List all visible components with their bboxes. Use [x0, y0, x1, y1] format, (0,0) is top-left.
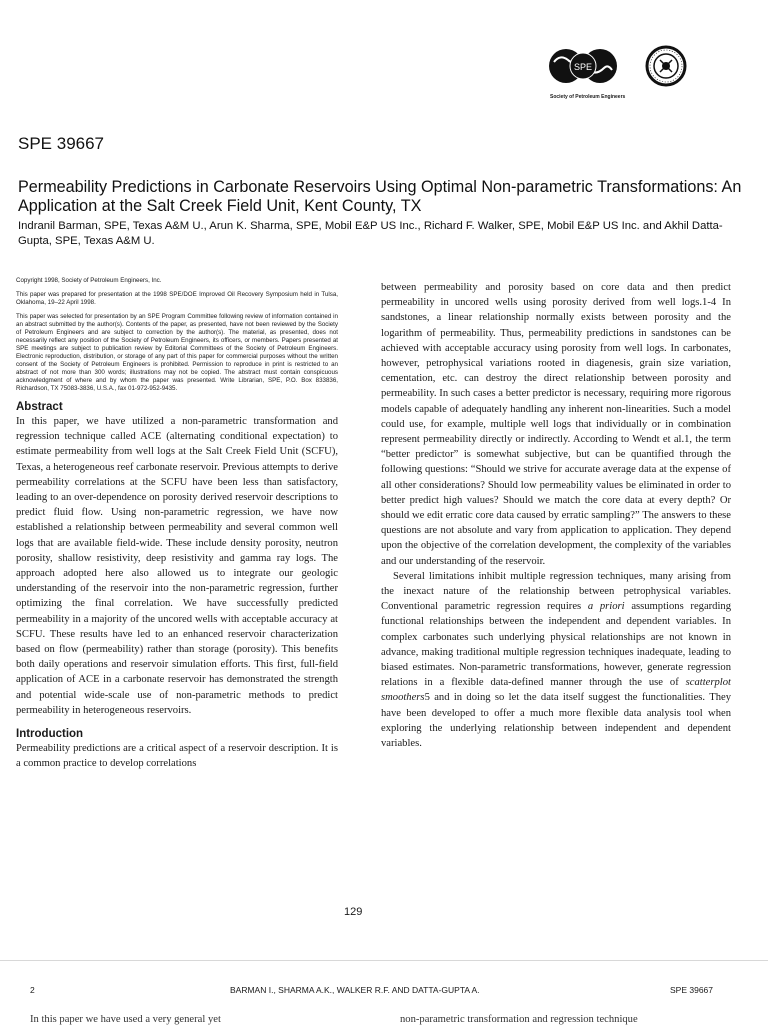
abstract-heading: Abstract	[16, 401, 63, 413]
next-page-left-text: In this paper we have used a very general yet	[30, 1014, 221, 1025]
spe-logo-icon	[548, 44, 688, 110]
scatterplot-smoothers-emphasis: scatterplot smoothers	[381, 677, 731, 704]
copyright-notice: Copyright 1998, Society of Petroleum Engineers, Inc.	[16, 277, 162, 284]
paragraph-2-part-b: assumptions regarding functional relationships between the independent and dependent variables. In complex carbonates such underlying physical relationships are not known in advance, making traditional multiple regression techniques inadequate, leading to biased estimates. Non-parametric transformations, however, generate regression relations in a flexible data-defined manner through the use of	[381, 601, 732, 689]
footer-page-number: 2	[30, 985, 35, 995]
right-column	[381, 280, 731, 751]
page-divider	[0, 960, 768, 961]
next-page-right-text: non-parametric transformation and regression technique	[400, 1014, 638, 1025]
paragraph-2-part-a: Several limitations inhibit multiple regression techniques, many arising from the inexact nature of the relationship between petrophysical variables. Conventional parametric regression requires	[381, 570, 731, 613]
introduction-heading: Introduction	[16, 728, 84, 741]
logo-caption: Society of Petroleum Engineers	[550, 94, 626, 100]
paper-title: Permeability Predictions in Carbonate Reservoirs Using Optimal Non-parametric Transformations: An Application at the Salt Creek Field Unit, Kent County, TX	[18, 178, 742, 215]
a-priori-emphasis: a priori	[587, 601, 625, 613]
body-paragraph-2	[381, 569, 731, 751]
paragraph-2-part-c: 5 and in doing so let the data itself suggest the functionalities. They have been developed to offer a much more flexible data analysis tool when exploring the underlying relationship between independent and dependent variables.	[381, 692, 731, 750]
footer-authors: BARMAN I., SHARMA A.K., WALKER R.F. AND DATTA-GUPTA A.	[230, 985, 480, 995]
prepared-note: This paper was prepared for presentation at the 1998 SPE/DOE Improved Oil Recovery Symposium held in Tulsa, Oklahoma, 19–22 April 1998.	[16, 291, 338, 306]
left-column	[16, 277, 338, 771]
selection-note: This paper was selected for presentation by an SPE Program Committee following review of information contained in an abstract submitted by the author(s). Contents of the paper, as presented, have not been reviewed by the Society of Petroleum Engineers and are subject to correction by the author(s). The material, as presented, does not necessarily reflect any position of the Society of Petroleum Engineers, its officers, or members. Papers presented at SPE meetings are subject to publication review by Editorial Committees of the Society of Petroleum Engineers. Electronic reproduction, distribution, or storage of any part of this paper for commercial purposes without the written consent of the Society of Petroleum Engineers is prohibited. Permission to reproduce in print is restricted to an abstract of not more than 300 words; illustrations may not be copied. The abstract must contain conspicuous acknowledgment of where and by whom the paper was presented. Write Librarian, SPE, P.O. Box 833836, Richardson, TX 75083-3836, U.S.A., fax 01-972-952-9435.	[16, 313, 338, 392]
spe-number: SPE 39667	[18, 134, 105, 153]
body-paragraph-1: between permeability and porosity based on core data and then predict permeability in uncored wells using porosity derived from well logs.1-4 In sandstones, a linear relationship normally exists between porosity and the logarithm of permeability. Thus, permeability predictions in sandstones can be achieved with acceptable accuracy using porosity from well logs. In carbonates, however, petrophysical variations rooted in diagenesis, grain size variation, cementation, etc. can destroy the direct relationship between porosity and permeability. In such cases a better predictor is necessary, requiring more rigorous models capable of adequately handling any inherent non-linearities. Such a model could use, for example, multiple well logs that individually or in combination represent permeability directly or indirectly. According to Wendt et al.1, the term “better predictor” is somewhat subjective, but can be quantified through the following questions: “Should we strive for accurate average data at the expense of all other considerations? Should low permeability values be eliminated in order to better predict high values? Should we match the core data at every depth? Or should we edit erratic core data caused by erratic sampling?” The answers to these questions are not absolute and vary from application to application. They depend upon the objective of the correlation development, the complexity of the variables and our understanding of the reservoir.	[381, 282, 731, 567]
author-list: Indranil Barman, SPE, Texas A&M U., Arun K. Sharma, SPE, Mobil E&P US Inc., Richard F. Walker, SPE, Mobil E&P US Inc. and Akhil Datta-Gupta, SPE, Texas A&M U.	[18, 220, 723, 247]
introduction-text: Permeability predictions are a critical aspect of a reservoir description. It is a common practice to develop correlations	[16, 743, 338, 770]
footer-spe-number: SPE 39667	[670, 985, 714, 995]
page-number: 129	[344, 906, 363, 918]
logo-area	[548, 44, 688, 110]
logo-badge: SPE	[573, 62, 593, 72]
abstract-text: In this paper, we have utilized a non-parametric transformation and regression technique called ACE (alternating conditional expectation) to estimate permeability from well logs at the Salt Creek Field Unit (SCFU), Texas, a heterogeneous reef carbonate reservoir. Previous attempts to derive permeability correlations at the SCFU have been less than satisfactory, leading to an over-dependence on porosity derived reservoir descriptions to predict fluid flow. Using non-parametric regression, we have now established a relationship between permeability and several common well logs that are available field-wide. These include density porosity, neutron porosity, shallow resistivity, deep resistivity and gamma ray logs. The approach adopted here also allowed us to integrate our geologic understanding of the reservoir into the non-parametric regression, further optimizing the final correlation. We have successfully predicted permeability in a majority of the uncored wells with acceptable accuracy at SCFU. These results have led to an enhanced reservoir characterization based on flow (permeability) rather than storage (porosity). This benefits both daily operations and reservoir simulation efforts. This first, full-field application of ACE in a carbonate reservoir has demonstrated the strength and potential wide-scale use of non-parametric methods to predict permeability in heterogeneous reservoirs.	[16, 416, 338, 716]
